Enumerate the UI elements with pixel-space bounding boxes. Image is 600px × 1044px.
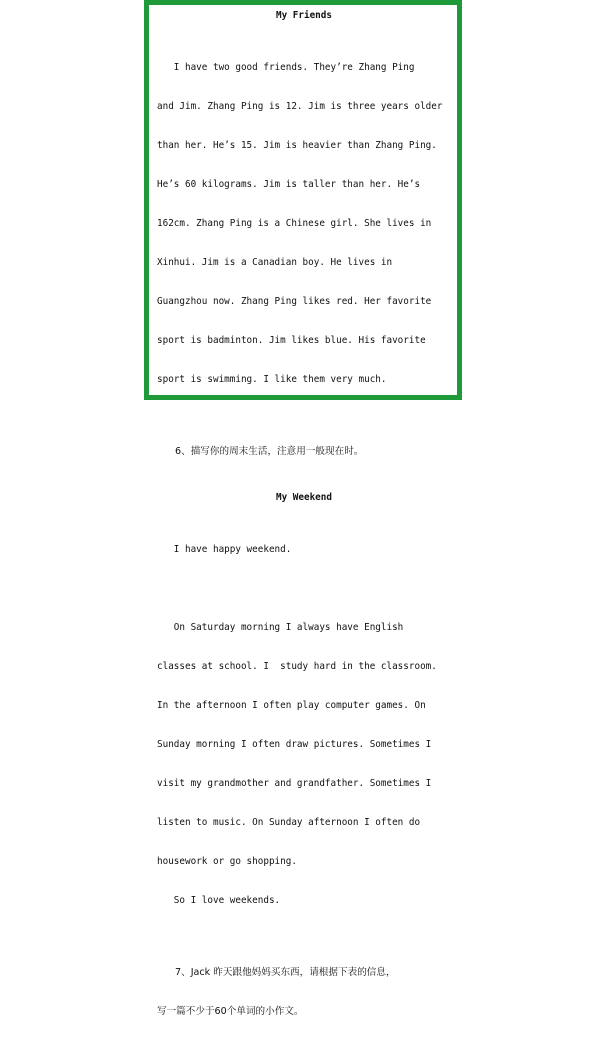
text-line: 162cm. Zhang Ping is a Chinese girl. She lives in bbox=[157, 218, 432, 229]
text-line: I have two good friends. They’re Zhang Ping bbox=[157, 62, 415, 73]
question-6 bbox=[157, 419, 451, 484]
text-line: visit my grandmother and grandfather. Sometimes I bbox=[157, 778, 432, 789]
text-line: sport is badminton. Jim likes blue. His favorite bbox=[157, 335, 426, 346]
text-line: In the afternoon I often play computer games. On bbox=[157, 700, 426, 711]
text-line: Sunday morning I often draw pictures. Sometimes I bbox=[157, 739, 432, 750]
text-line: So I love weekends. bbox=[157, 895, 281, 906]
text-line: housework or go shopping. bbox=[157, 856, 297, 867]
section-title-my-weekend: My Weekend bbox=[276, 492, 332, 503]
question-7-line-1: 7、Jack 昨天跟他妈妈买东西，请根据下表的信息， bbox=[175, 967, 396, 978]
text-line: sport is swimming. I like them very much. bbox=[157, 374, 387, 385]
question-7 bbox=[157, 940, 451, 1044]
question-7-line-2: 写一篇不少于60个单词的小作文。 bbox=[157, 1006, 304, 1017]
text-line: On Saturday morning I always have English bbox=[157, 622, 404, 633]
document-frame bbox=[144, 0, 462, 1017]
question-6-text: 6、描写你的周末生活，注意用一般现在时。 bbox=[175, 446, 364, 457]
text-line: I have happy weekend. bbox=[157, 544, 292, 555]
my-weekend-paragraph bbox=[157, 595, 451, 933]
text-line: and Jim. Zhang Ping is 12. Jim is three years older bbox=[157, 101, 443, 112]
my-weekend-intro bbox=[157, 517, 451, 582]
text-line: classes at school. I study hard in the classroom. bbox=[157, 661, 437, 672]
text-line: listen to music. On Sunday afternoon I often do bbox=[157, 817, 421, 828]
text-line: He’s 60 kilograms. Jim is taller than her. He’s bbox=[157, 179, 421, 190]
text-line: Guangzhou now. Zhang Ping likes red. Her favorite bbox=[157, 296, 432, 307]
section-title-my-friends: My Friends bbox=[276, 10, 332, 21]
text-line: than her. He’s 15. Jim is heavier than Zhang Ping. bbox=[157, 140, 437, 151]
my-friends-paragraph bbox=[157, 35, 451, 412]
document-content bbox=[149, 5, 457, 1044]
text-line: Xinhui. Jim is a Canadian boy. He lives in bbox=[157, 257, 393, 268]
